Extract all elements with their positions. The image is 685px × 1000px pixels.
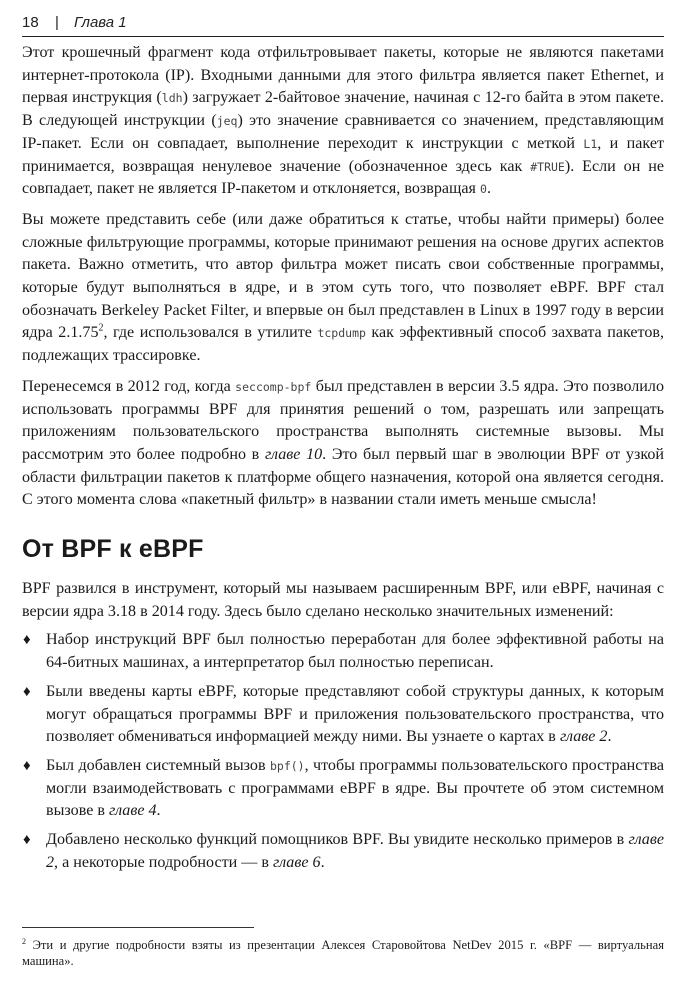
code-seccomp-bpf: seccomp-bpf bbox=[235, 379, 312, 394]
text: Были введены карты eBPF, которые представляют собой структуры данных, к которым могут обращаться программы BPF и приложения пользовательского пространства, что позволяет обмениваться информацией между ними. Вы узнаете о картах в bbox=[46, 682, 664, 746]
text: был представлен в версии 3.5 ядра. Это позволило использовать программы BPF для принятия решений о том, разрешать или запрещать приложениям пользовательского пространства выполнять системные вызовы. Мы рассмотрим это более подробно в bbox=[22, 377, 664, 463]
text: . bbox=[320, 853, 325, 871]
text: . bbox=[156, 802, 161, 820]
paragraph-bpf-history bbox=[22, 209, 664, 368]
paragraph-bpf-filter-explanation bbox=[22, 42, 664, 201]
diamond-bullet-icon: ♦ bbox=[23, 683, 31, 700]
text: , и пакет принимается, возвращая ненулевое значение (обозначенное здесь как bbox=[22, 134, 664, 175]
diamond-bullet-icon: ♦ bbox=[23, 632, 31, 649]
chapter-reference: главе 4 bbox=[109, 802, 157, 820]
footnote-text: Эти и другие подробности взяты из презентации Алексея Старовойтова NetDev 2015 г. «BPF — виртуальная машина». bbox=[22, 938, 664, 968]
running-header bbox=[22, 12, 664, 40]
section-intro: BPF развился в инструмент, который мы называем расширенным BPF, или eBPF, начиная с версии ядра 3.18 в 2014 году. Здесь было сделано несколько значительных изменений: bbox=[22, 580, 664, 620]
header-separator: | bbox=[55, 14, 59, 31]
chapter-reference: главе 2 bbox=[46, 831, 664, 871]
text: Этот крошечный фрагмент кода отфильтровывает пакеты, которые не являются пакетами интернет-протокола (IP). Входными данными для этого фильтра является пакет Ethernet, и первая инструкция ( bbox=[22, 44, 664, 107]
page-body bbox=[22, 42, 664, 881]
code-l1: L1 bbox=[583, 136, 598, 151]
header-rule bbox=[22, 36, 664, 37]
page-number: 18 bbox=[22, 14, 39, 31]
list-item bbox=[22, 829, 664, 874]
code-jeq: jeq bbox=[216, 114, 238, 129]
code-bpf-call: bpf() bbox=[269, 758, 305, 773]
text: как эффективный способ захвата пакетов, подлежащих трассировке. bbox=[22, 324, 665, 365]
changes-list bbox=[22, 629, 664, 874]
text: . bbox=[486, 180, 491, 198]
list-item bbox=[22, 629, 664, 674]
list-item bbox=[22, 755, 664, 823]
code-true: #TRUE bbox=[530, 159, 565, 174]
text: ) загружает 2-байтовое значение, начиная с 12-го байта в этом пакете. В следующей инструкции ( bbox=[22, 89, 664, 130]
text: ) это значение сравнивается со значением, представляющим IP-пакет. Если он совпадает, выполнение переходит к инструкции с меткой bbox=[22, 112, 664, 152]
text: , чтобы программы пользовательского пространства могли взаимодействовать с программами eBPF в ядре. Вы прочтете об этом системном вызове в bbox=[46, 756, 664, 820]
text: . bbox=[607, 728, 612, 746]
text: , где использовался в утилите bbox=[103, 324, 318, 342]
text: . Это был первый шаг в эволюции BPF от узкой области фильтрации пакетов к платформе общего назначения, которой она является сегодня. С этого момента слова «пакетный фильтр» в названии стали иметь меньше смысла! bbox=[22, 445, 664, 509]
text: Добавлено несколько функций помощников BPF. Вы увидите несколько примеров в bbox=[46, 831, 629, 849]
code-tcpdump: tcpdump bbox=[317, 326, 366, 341]
section-heading: От BPF к eBPF bbox=[22, 535, 204, 564]
text: Вы можете представить себе (или даже обратиться к статье, чтобы найти примеры) более сложные фильтрующие программы, которые принимают решения на основе других аспектов пакета. Важно отметить, что автор фильтра может писать свои собственные программы, которые будут выполняться в ядре, и в этом суть того, что позволяет eBPF. BPF стал обозначать Berkeley Packet Filter, и впервые он был представлен в Linux в 1997 году в версии ядра 2.1.75 bbox=[22, 210, 664, 342]
code-ldh: ldh bbox=[161, 91, 183, 106]
chapter-title: Глава 1 bbox=[74, 14, 127, 31]
text: , а некоторые подробности — в bbox=[54, 853, 274, 871]
footnote-rule bbox=[22, 927, 254, 928]
diamond-bullet-icon: ♦ bbox=[23, 832, 31, 849]
list-item bbox=[22, 681, 664, 749]
text: Перенесемся в 2012 год, когда bbox=[22, 377, 236, 395]
footnote-mark: 2 bbox=[22, 936, 26, 946]
paragraph-seccomp bbox=[22, 376, 664, 512]
text: Был добавлен системный вызов bbox=[46, 756, 270, 774]
diamond-bullet-icon: ♦ bbox=[23, 757, 31, 774]
footnote bbox=[22, 937, 664, 969]
chapter-reference: главе 10 bbox=[264, 445, 323, 463]
chapter-reference: главе 6 bbox=[273, 853, 321, 871]
code-zero: 0 bbox=[480, 182, 487, 197]
chapter-reference: главе 2 bbox=[559, 728, 608, 746]
footnote-ref: 2 bbox=[98, 323, 104, 335]
text: ). Если он не совпадает, пакет не является IP-пакетом и отклоняется, возвращая bbox=[22, 157, 664, 198]
text: Набор инструкций BPF был полностью переработан для более эффективной работы на 64-битных машинах, а интерпретатор был полностью переписан. bbox=[46, 631, 664, 672]
